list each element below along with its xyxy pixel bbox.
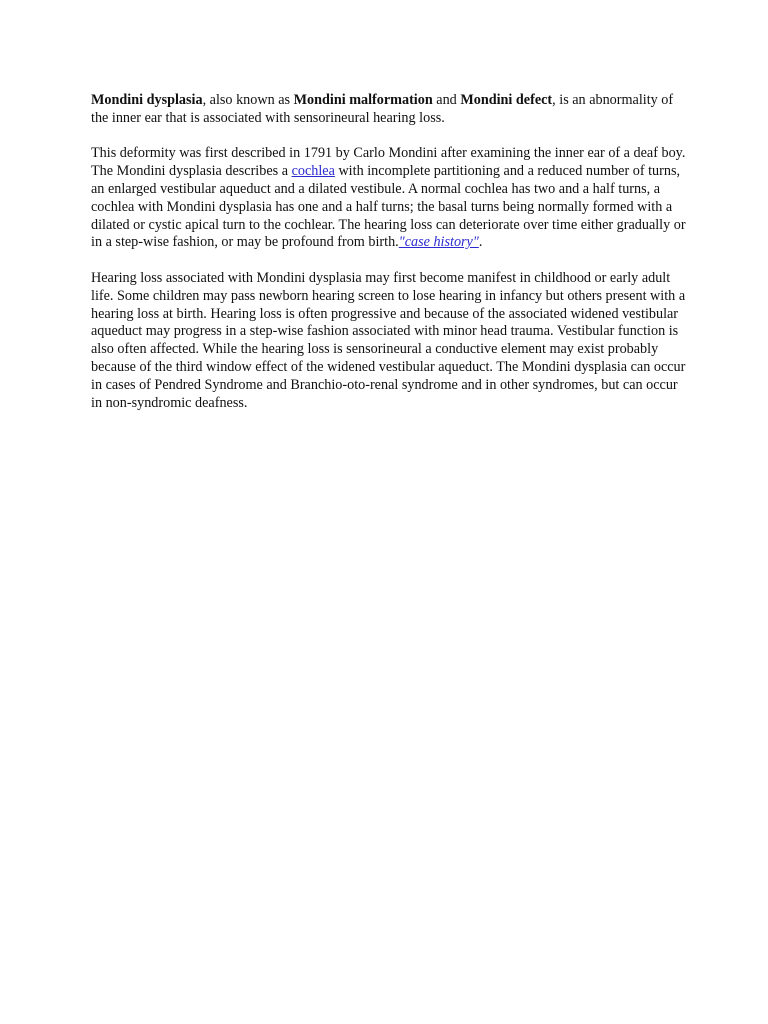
cochlea-link[interactable]: cochlea [291, 163, 335, 180]
intro-text-1: , also known as [202, 92, 294, 108]
paragraph-intro [91, 92, 691, 128]
intro-text-2: and [432, 92, 461, 108]
description-text-1: This deformity was first described in 1791 by Carlo Mondini after examining the inner ear of a deaf boy. The Mondini dysplasia describes a [91, 145, 686, 180]
paragraph-hearing-loss [91, 270, 691, 412]
intro-text-3: , is an abnormality of the inner ear that is associated with sensorineural hearing loss. [91, 92, 674, 126]
hearing-loss-text: Hearing loss associated with Mondini dysplasia may first become manifest in childhood or early adult life. Some children may pass newborn hearing screen to lose hearing in infancy but others present with a hearing loss at birth. Hearing loss is often progressive and because of the associated widened vestibular aqueduct may progress in a step-wise fashion associated with minor head trauma. Vestibular function is also often affected. While the hearing loss is sensorineural a conductive element may exist probably because of the third window effect of the widened vestibular aqueduct. The Mondini dysplasia can occur in cases of Pendred Syndrome and Branchio-oto-renal syndrome and in other syndromes, but can occur in non-syndromic deafness. [91, 269, 686, 411]
paragraph-description [91, 145, 691, 252]
term-mondini-dysplasia: Mondini dysplasia [91, 92, 203, 108]
case-history-link[interactable]: "case history" [398, 234, 479, 251]
description-text-3: . [478, 234, 483, 251]
description-text-2: with incomplete partitioning and a reduced number of turns, an enlarged vestibular aqueduct and a dilated vestibule. A normal cochlea has two and a half turns, a cochlea with Mondini dysplasia has one and a half turns; the basal turns being normally formed with a dilated or cystic apical turn to the cochlear. The hearing loss can deteriorate over time either gradually or in a step-wise fashion, or may be profound from birth. [91, 163, 686, 251]
term-mondini-malformation: Mondini malformation [293, 92, 433, 108]
term-mondini-defect: Mondini defect [460, 92, 553, 108]
document-body [91, 92, 691, 430]
